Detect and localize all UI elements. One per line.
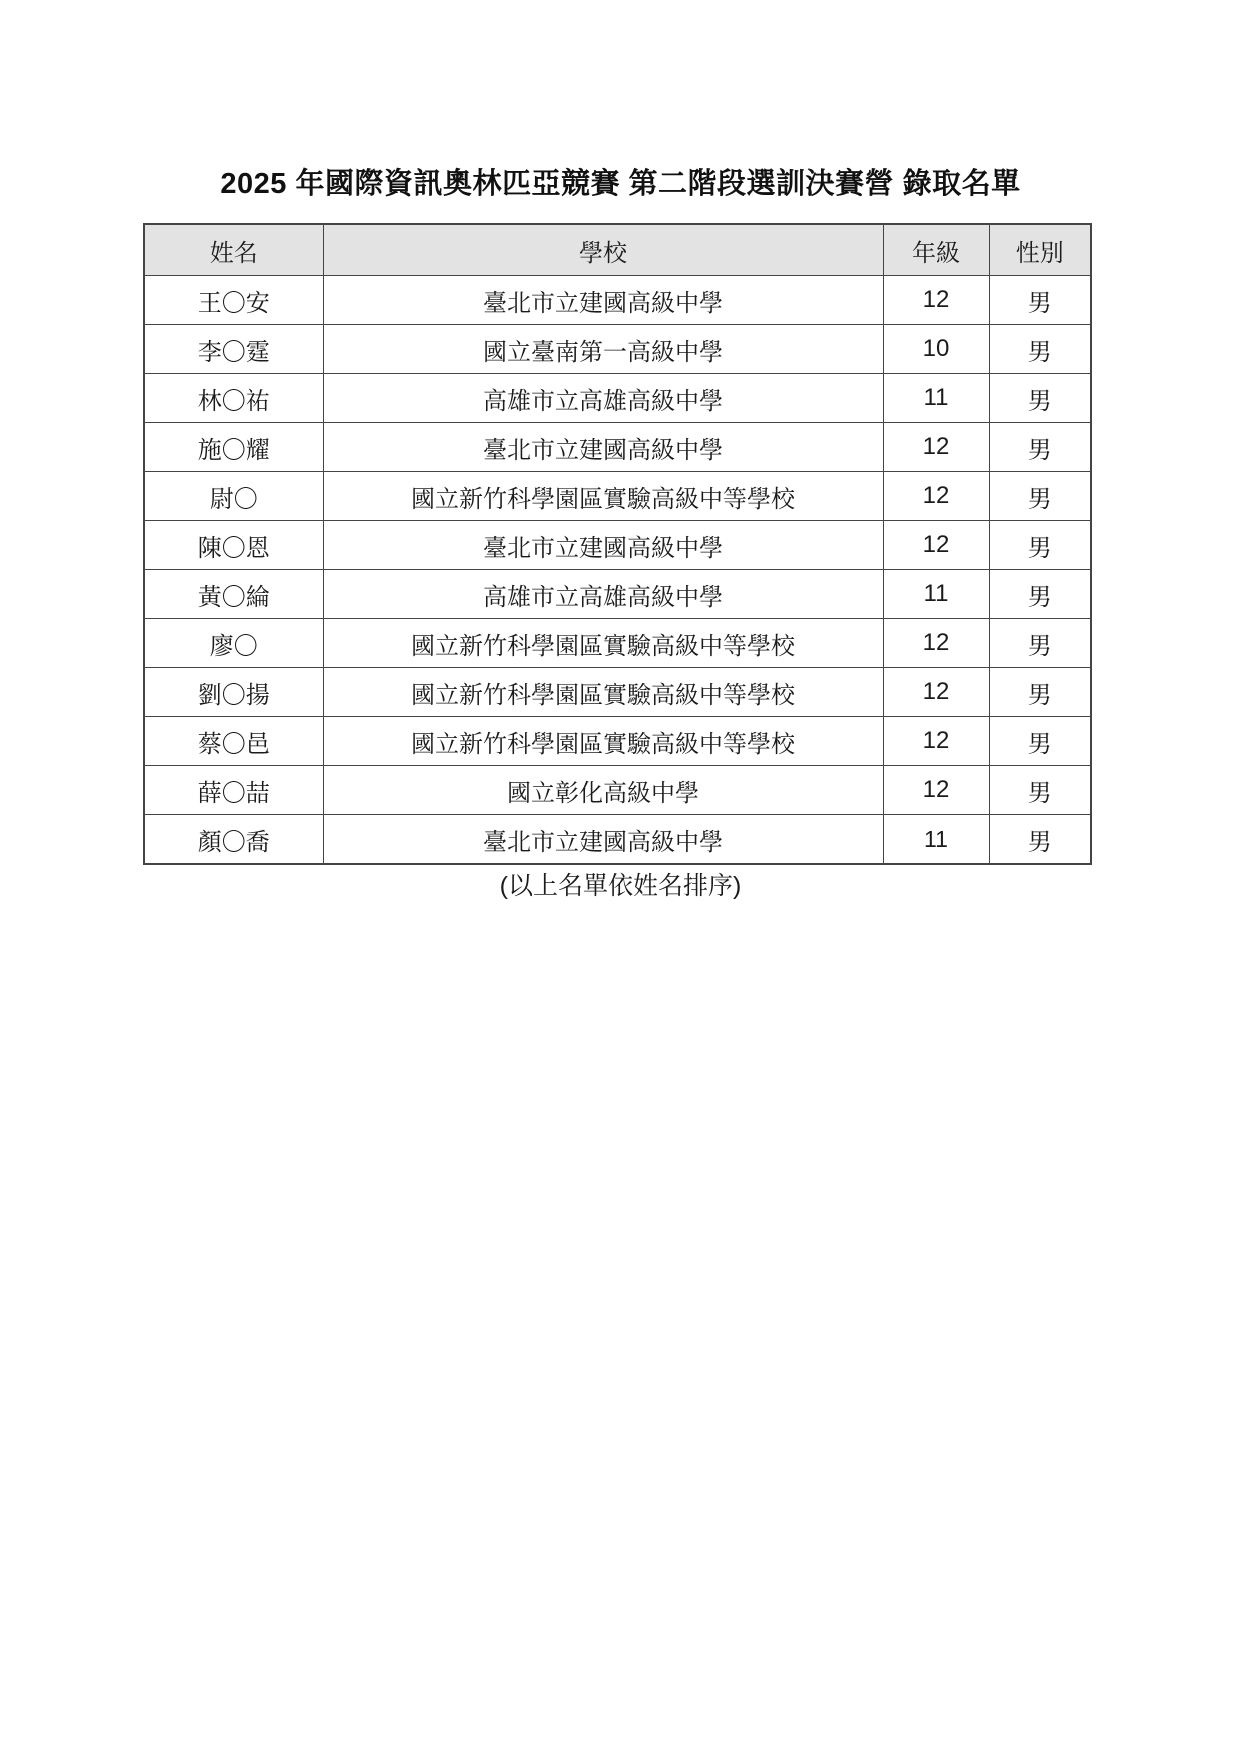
school-cell: 國立新竹科學園區實驗高級中等學校: [323, 472, 883, 521]
name-cell: 劉〇揚: [144, 668, 323, 717]
gender-cell: 男: [989, 472, 1091, 521]
gender-cell: 男: [989, 815, 1091, 865]
admission-table: [143, 223, 1092, 865]
grade-cell: 11: [883, 815, 989, 865]
table-row: [144, 374, 1091, 423]
name-cell: 施〇耀: [144, 423, 323, 472]
table-row: [144, 521, 1091, 570]
school-cell: 高雄市立高雄高級中學: [323, 570, 883, 619]
school-cell: 國立彰化高級中學: [323, 766, 883, 815]
school-cell: 臺北市立建國高級中學: [323, 423, 883, 472]
gender-cell: 男: [989, 717, 1091, 766]
name-cell: 廖〇: [144, 619, 323, 668]
name-cell: 李〇霆: [144, 325, 323, 374]
grade-cell: 12: [883, 668, 989, 717]
school-cell: 高雄市立高雄高級中學: [323, 374, 883, 423]
footer-note: (以上名單依姓名排序): [499, 872, 742, 900]
school-cell: 臺北市立建國高級中學: [323, 521, 883, 570]
header-school: 學校: [323, 224, 883, 276]
school-cell: 臺北市立建國高級中學: [323, 815, 883, 865]
table-row: [144, 325, 1091, 374]
grade-cell: 11: [883, 570, 989, 619]
table-row: [144, 766, 1091, 815]
gender-cell: 男: [989, 619, 1091, 668]
grade-cell: 12: [883, 472, 989, 521]
name-cell: 黃〇綸: [144, 570, 323, 619]
grade-cell: 12: [883, 717, 989, 766]
gender-cell: 男: [989, 570, 1091, 619]
name-cell: 顏〇喬: [144, 815, 323, 865]
table-row: [144, 815, 1091, 865]
gender-cell: 男: [989, 374, 1091, 423]
gender-cell: 男: [989, 276, 1091, 325]
grade-cell: 12: [883, 521, 989, 570]
header-gender: 性別: [989, 224, 1091, 276]
grade-cell: 12: [883, 766, 989, 815]
header-name: 姓名: [144, 224, 323, 276]
table-header-row: [144, 224, 1091, 276]
gender-cell: 男: [989, 521, 1091, 570]
table-row: [144, 619, 1091, 668]
name-cell: 薛〇喆: [144, 766, 323, 815]
school-cell: 國立新竹科學園區實驗高級中等學校: [323, 717, 883, 766]
name-cell: 陳〇恩: [144, 521, 323, 570]
name-cell: 林〇祐: [144, 374, 323, 423]
table-row: [144, 717, 1091, 766]
school-cell: 國立臺南第一高級中學: [323, 325, 883, 374]
grade-cell: 12: [883, 276, 989, 325]
grade-cell: 12: [883, 619, 989, 668]
school-cell: 國立新竹科學園區實驗高級中等學校: [323, 668, 883, 717]
page-title: 2025 年國際資訊奧林匹亞競賽 第二階段選訓決賽營 錄取名單: [220, 168, 1021, 200]
school-cell: 臺北市立建國高級中學: [323, 276, 883, 325]
gender-cell: 男: [989, 423, 1091, 472]
table-row: [144, 570, 1091, 619]
gender-cell: 男: [989, 668, 1091, 717]
name-cell: 尉〇: [144, 472, 323, 521]
table-row: [144, 423, 1091, 472]
table-row: [144, 472, 1091, 521]
table-row: [144, 668, 1091, 717]
header-grade: 年級: [883, 224, 989, 276]
name-cell: 蔡〇邑: [144, 717, 323, 766]
school-cell: 國立新竹科學園區實驗高級中等學校: [323, 619, 883, 668]
grade-cell: 11: [883, 374, 989, 423]
grade-cell: 12: [883, 423, 989, 472]
grade-cell: 10: [883, 325, 989, 374]
name-cell: 王〇安: [144, 276, 323, 325]
gender-cell: 男: [989, 325, 1091, 374]
gender-cell: 男: [989, 766, 1091, 815]
table-row: [144, 276, 1091, 325]
